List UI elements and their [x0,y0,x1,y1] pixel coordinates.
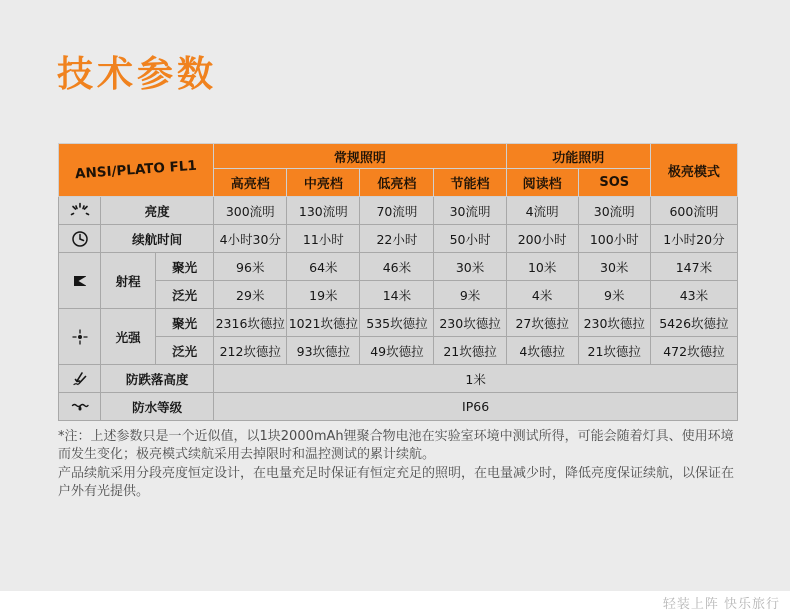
value-cell: 11小时 [287,225,360,253]
row-intensity-flood [59,337,738,365]
value-cell: 22小时 [360,225,434,253]
value-cell: 30流明 [434,197,506,225]
value-cell: 1021坎德拉 [287,309,360,337]
impact-icon [59,365,101,393]
value-cell: 2316坎德拉 [214,309,287,337]
group-regular-lighting: 常规照明 [214,144,506,169]
brightness-label: 亮度 [101,197,214,225]
value-cell: 27坎德拉 [506,309,578,337]
mode-read: 阅读档 [506,169,578,197]
row-beam-spot [59,253,738,281]
value-cell: 4米 [506,281,578,309]
value-cell: 96米 [214,253,287,281]
spot-label: 聚光 [156,309,214,337]
turbo-mode-header: 极亮模式 [650,144,737,197]
value-cell: 21坎德拉 [578,337,650,365]
beam-icon [59,253,101,309]
value-cell: 4小时30分 [214,225,287,253]
spec-table [58,143,738,421]
value-cell: 50小时 [434,225,506,253]
value-cell: 21坎德拉 [434,337,506,365]
value-cell: 46米 [360,253,434,281]
beam-distance-label: 射程 [101,253,156,309]
value-cell: 10米 [506,253,578,281]
mode-high: 高亮档 [214,169,287,197]
value-cell: 4流明 [506,197,578,225]
drop-height-value: 1米 [214,365,738,393]
footer-bar [0,591,790,613]
value-cell: 212坎德拉 [214,337,287,365]
candela-icon [59,309,101,365]
value-cell: 600流明 [650,197,737,225]
mode-low: 低亮档 [360,169,434,197]
intensity-label: 光强 [101,309,156,365]
value-cell: 30米 [434,253,506,281]
value-cell: 9米 [434,281,506,309]
value-cell: 14米 [360,281,434,309]
row-brightness [59,197,738,225]
clock-icon [59,225,101,253]
value-cell: 9米 [578,281,650,309]
footnote-line: *注：上述参数只是一个近似值，以1块2000mAh锂聚合物电池在实验室环境中测试所得，可能会随着灯具、使用环境而发生变化；极亮模式续航采用去掉限时和温控测试的累计续航。 [58,429,734,462]
footnotes [58,428,740,501]
value-cell: 535坎德拉 [360,309,434,337]
spot-label: 聚光 [156,253,214,281]
value-cell: 30米 [578,253,650,281]
flood-label: 泛光 [156,281,214,309]
value-cell: 70流明 [360,197,434,225]
group-function-lighting: 功能照明 [506,144,650,169]
page-title: 技术参数 [57,54,218,95]
ansi-plato-header: ANSI/PLATO FL1 [59,144,214,197]
brightness-icon [59,197,101,225]
row-runtime [59,225,738,253]
footnote-line: 产品续航采用分段亮度恒定设计，在电量充足时保证有恒定充足的照明，在电量减少时，降低亮度保证续航，以保证在户外有光提供。 [58,466,735,499]
value-cell: 4坎德拉 [506,337,578,365]
value-cell: 30流明 [578,197,650,225]
mode-eco: 节能档 [434,169,506,197]
row-waterproof [59,393,738,421]
value-cell: 43米 [650,281,737,309]
value-cell: 49坎德拉 [360,337,434,365]
value-cell: 1小时20分 [650,225,737,253]
row-intensity-spot [59,309,738,337]
value-cell: 230坎德拉 [578,309,650,337]
value-cell: 100小时 [578,225,650,253]
value-cell: 130流明 [287,197,360,225]
value-cell: 472坎德拉 [650,337,737,365]
footer-slogan: 轻装上阵 快乐旅行 [662,596,780,612]
value-cell: 29米 [214,281,287,309]
row-drop-height [59,365,738,393]
value-cell: 230坎德拉 [434,309,506,337]
value-cell: 300流明 [214,197,287,225]
waterproof-value: IP66 [214,393,738,421]
value-cell: 147米 [650,253,737,281]
value-cell: 19米 [287,281,360,309]
mode-mid: 中亮档 [287,169,360,197]
value-cell: 93坎德拉 [287,337,360,365]
flood-label: 泛光 [156,337,214,365]
value-cell: 5426坎德拉 [650,309,737,337]
value-cell: 200小时 [506,225,578,253]
table-header-group-row [59,144,738,169]
drop-height-label: 防跌落高度 [101,365,214,393]
value-cell: 64米 [287,253,360,281]
waterproof-icon [59,393,101,421]
waterproof-label: 防水等级 [101,393,214,421]
mode-sos: SOS [578,169,650,197]
row-beam-flood [59,281,738,309]
runtime-label: 续航时间 [101,225,214,253]
